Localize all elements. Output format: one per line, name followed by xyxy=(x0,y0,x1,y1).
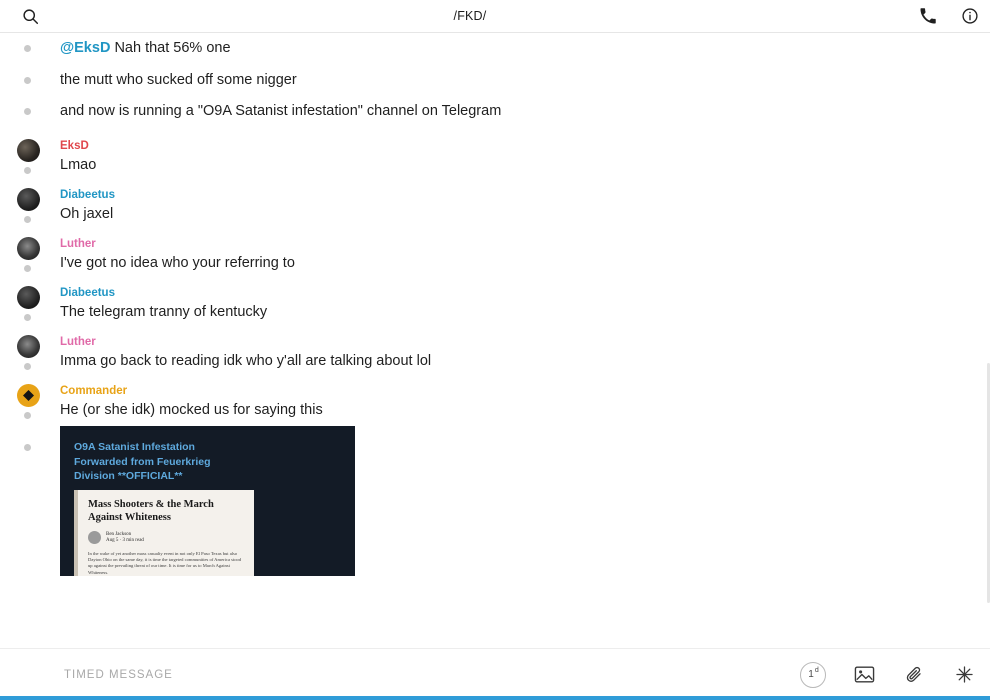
attachment-doc-title: Mass Shooters & the March Against Whiteness xyxy=(88,499,214,523)
unread-dot xyxy=(24,216,31,223)
unread-dot xyxy=(24,45,31,52)
unread-dot xyxy=(24,314,31,321)
message-author: Luther xyxy=(60,238,96,250)
avatar[interactable] xyxy=(17,335,40,358)
message-row[interactable] xyxy=(0,384,990,576)
avatar[interactable] xyxy=(17,286,40,309)
message-input[interactable] xyxy=(0,668,800,682)
sparkle-icon[interactable] xyxy=(952,663,976,687)
unread-dot xyxy=(24,265,31,272)
attachment-doc-paragraph: In the wake of yet another mass casualty event in not only El Paso Texas but also Dayton Ohio on the same day, it is time the targeted communities of America stood up against the prevailing threat of our time. It is time for us to March Against Whiteness. xyxy=(88,551,242,575)
message-body xyxy=(60,286,990,322)
timer-value: 1 xyxy=(808,669,814,680)
avatar[interactable] xyxy=(17,188,40,211)
message-row[interactable] xyxy=(0,38,990,58)
unread-dot xyxy=(24,444,31,451)
unread-dot xyxy=(24,77,31,84)
message-text: Oh jaxel xyxy=(60,206,114,222)
paperclip-icon[interactable] xyxy=(902,663,926,687)
attachment-preview[interactable] xyxy=(60,426,355,576)
message-author: Diabeetus xyxy=(60,189,115,201)
mention-eksd[interactable]: @EksD xyxy=(60,40,111,56)
message-list[interactable] xyxy=(0,33,990,648)
attachment-byline xyxy=(88,531,244,544)
message-author: EksD xyxy=(60,140,89,152)
message-row[interactable] xyxy=(0,286,990,322)
info-icon[interactable] xyxy=(958,4,982,28)
message-body xyxy=(60,384,990,576)
message-author: Commander xyxy=(60,385,128,397)
message-body xyxy=(60,335,990,371)
message-row[interactable] xyxy=(0,139,990,175)
message-row[interactable] xyxy=(0,335,990,371)
image-icon[interactable] xyxy=(852,663,876,687)
message-author: Luther xyxy=(60,336,96,348)
message-body xyxy=(60,237,990,273)
message-row[interactable] xyxy=(0,237,990,273)
timer-button[interactable] xyxy=(800,662,826,688)
conversation-title: /FKD/ xyxy=(453,9,487,23)
unread-dot xyxy=(24,412,31,419)
bottom-accent-bar xyxy=(0,696,990,700)
message-text: Lmao xyxy=(60,157,97,173)
message-body xyxy=(60,101,990,121)
message-row[interactable] xyxy=(0,101,990,121)
message-body xyxy=(60,70,990,90)
timer-unit: d xyxy=(814,667,819,674)
avatar[interactable] xyxy=(17,237,40,260)
top-bar-left xyxy=(0,4,60,28)
attachment-byline-name: Ben Jackson xyxy=(106,531,132,537)
message-composer xyxy=(0,648,990,700)
unread-dot xyxy=(24,108,31,115)
avatar[interactable] xyxy=(17,139,40,162)
attachment-byline-sub: Aug 5 · 3 min read xyxy=(106,537,144,543)
message-text: and now is running a "O9A Satanist infestation" channel on Telegram xyxy=(60,103,502,119)
message-text-rest: Nah that 56% one xyxy=(110,40,231,56)
message-author: Diabeetus xyxy=(60,287,115,299)
top-bar xyxy=(0,0,990,33)
message-row[interactable] xyxy=(0,188,990,224)
message-text: The telegram tranny of kentucky xyxy=(60,304,268,320)
message-body xyxy=(60,38,990,58)
unread-dot xyxy=(24,363,31,370)
composer-actions xyxy=(800,662,990,688)
message-text xyxy=(60,38,970,58)
avatar[interactable] xyxy=(17,384,40,407)
message-body xyxy=(60,188,990,224)
message-text: He (or she idk) mocked us for saying this xyxy=(60,402,323,418)
attachment-document xyxy=(74,490,254,576)
attachment-header: O9A Satanist Infestation Forwarded from Feuerkrieg Division **OFFICIAL** xyxy=(74,441,211,482)
unread-dot xyxy=(24,167,31,174)
message-text: I've got no idea who your referring to xyxy=(60,255,295,271)
top-bar-actions xyxy=(880,4,990,28)
search-icon[interactable] xyxy=(18,4,42,28)
message-text: the mutt who sucked off some nigger xyxy=(60,72,297,88)
message-text: Imma go back to reading idk who y'all are talking about lol xyxy=(60,353,432,369)
message-row[interactable] xyxy=(0,70,990,90)
phone-icon[interactable] xyxy=(916,4,940,28)
attachment-byline-avatar xyxy=(88,531,101,544)
message-body xyxy=(60,139,990,175)
